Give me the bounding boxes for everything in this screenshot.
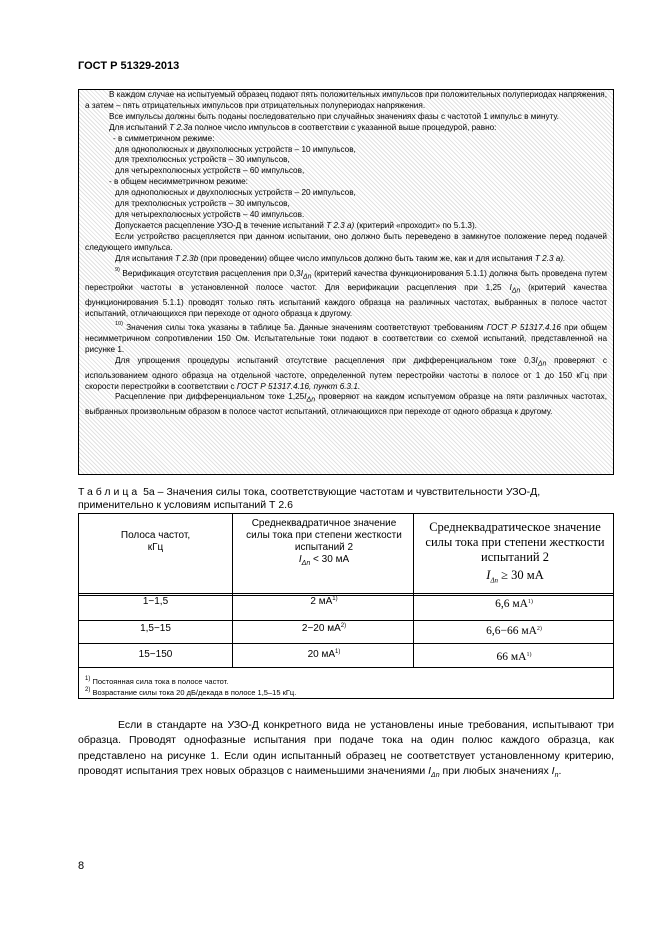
low-current-cell bbox=[239, 596, 409, 607]
document-id: ГОСТ Р 51329-2013 bbox=[78, 60, 180, 72]
band-cell: 15−150 bbox=[138, 649, 173, 660]
note-paragraph bbox=[85, 254, 607, 265]
symbol-subscript: Δn bbox=[490, 576, 499, 585]
header-text: кГц bbox=[147, 542, 164, 553]
header-current-high bbox=[416, 520, 614, 589]
symbol-subscript: n bbox=[554, 771, 559, 779]
row-divider bbox=[79, 620, 613, 621]
list-item: для однополюсных и двухполюсных устройств – 10 импульсов, bbox=[115, 144, 356, 154]
table-footnote bbox=[85, 685, 296, 698]
text: (критерий «проходит» по 5.1.3). bbox=[354, 220, 477, 230]
row-divider bbox=[79, 643, 613, 644]
text: Расцепление при дифференциальном токе 1,25 bbox=[115, 392, 305, 402]
note-paragraph bbox=[85, 221, 607, 232]
footnote-marker: 2) bbox=[85, 687, 91, 693]
note-paragraph: Если устройство расцепляется при данном испытании, оно должно быть переведено в замкнутое положение перед подачей следующего импульса. bbox=[85, 231, 607, 252]
list-item: для трехполюсных устройств – 30 импульсов, bbox=[115, 155, 290, 165]
list-item: для однополюсных и двухполюсных устройств – 20 импульсов, bbox=[115, 188, 356, 198]
note-paragraph bbox=[85, 319, 607, 356]
footnote-marker: 1) bbox=[85, 676, 91, 682]
symbol-subscript: Δn bbox=[301, 560, 311, 567]
text: (критерий качества функционирования 5.1.1) проводят только пять испытаний каждого образца на различных частотах, выбранных в полосе частот испытаний, отличающихся при переходе от одного образца к другому. bbox=[85, 283, 607, 318]
note-paragraph bbox=[85, 123, 607, 134]
current-values-table bbox=[78, 513, 614, 699]
text: Допускается расцепление УЗО-Д в течение испытаний bbox=[115, 220, 327, 230]
header-text: Среднеквадратическое значение силы тока при степени жесткости испытаний 2 bbox=[425, 520, 605, 564]
symbol: I bbox=[535, 356, 538, 366]
standard-ref: ГОСТ Р 51317.4.16, пункт 6.3.1. bbox=[236, 381, 361, 391]
symbol: I bbox=[304, 392, 307, 402]
text: < 30 мА bbox=[310, 554, 350, 565]
table-title: 5а – Значения силы тока, соответствующие частотам и чувствительности УЗО-Д, применительно к условиям испытаний Т 2.6 bbox=[78, 486, 541, 511]
header-condition bbox=[239, 554, 409, 570]
band-cell: 1−1,5 bbox=[142, 596, 169, 607]
text: Для упрощения процедуры испытаний отсутствие расцепления при дифференциальном токе 0,3 bbox=[115, 356, 536, 366]
symbol-subscript: Δn bbox=[431, 771, 440, 779]
note-paragraph: В каждом случае на испытуемый образец подают пять положительных импульсов при положительных полупериодах напряжения, а затем – пять отрицательных импульсов при отрицательных полупериодах напряжения. bbox=[85, 90, 607, 110]
symbol: I bbox=[509, 283, 512, 293]
table-label: Таблица bbox=[78, 486, 141, 498]
list-heading: - в симметричном режиме: bbox=[113, 133, 215, 143]
note-paragraph bbox=[85, 265, 607, 320]
footnote-ref: 2) bbox=[536, 626, 542, 632]
text: Значения силы тока указаны в таблице 5а. Данные значениям соответствуют требованиям bbox=[122, 323, 487, 333]
text: Если в стандарте на УЗО-Д конкретного вида не установлены иные требования, испытывают три образца. Проводят однофазные испытания при подаче тока на один полюс каждого образца, как представлено на рисунке 1. Если один испытанный образец не соответствует установленному критерию, проводят испытания трех новых образцов с наименьшими значениями bbox=[78, 719, 614, 777]
row-divider bbox=[79, 593, 613, 594]
column-divider bbox=[413, 514, 414, 667]
symbol: I bbox=[551, 764, 555, 777]
page-number: 8 bbox=[78, 860, 85, 872]
text: при общем несимметричном сопротивлении 150 Ом. Испытательные токи подают в соответствии со схемой испытаний, представленной на рисунке 1. bbox=[85, 323, 608, 355]
symbol: I bbox=[486, 568, 491, 582]
note-paragraph: Все импульсы должны быть поданы последовательно при случайных значениях фазы с частотой 1 импульс в минуту. bbox=[109, 111, 559, 121]
text: . bbox=[558, 764, 562, 777]
symbol: I bbox=[428, 764, 432, 777]
text: Верификация отсутствия расцепления при 0,3 bbox=[119, 268, 301, 278]
text: ≥ 30 мА bbox=[498, 568, 544, 582]
footnote-text: Постоянная сила тока в полосе частот. bbox=[92, 677, 229, 686]
high-current-cell bbox=[414, 625, 614, 637]
value: 66 мА bbox=[496, 651, 527, 663]
list-heading: - в общем несимметричном режиме: bbox=[109, 177, 248, 187]
paragraph bbox=[78, 718, 614, 783]
footnote-text: Возрастание силы тока 20 дБ/декада в полосе 1,5–15 кГц. bbox=[92, 688, 297, 697]
value: 2 мА bbox=[310, 596, 333, 607]
test-ref: Т 2.3а bbox=[169, 122, 193, 132]
symbol: I bbox=[300, 268, 303, 278]
note-paragraph bbox=[85, 392, 607, 417]
footnote-ref: 1) bbox=[332, 596, 338, 602]
list-item: для трехполюсных устройств – 30 импульсов, bbox=[115, 199, 290, 209]
footnote-marker: 10) bbox=[115, 321, 123, 328]
test-ref: Т 2.3 а) bbox=[326, 220, 355, 230]
low-current-cell bbox=[239, 649, 409, 660]
header-text: Среднеквадратичное значение силы тока при степени жесткости испытаний 2 bbox=[246, 518, 402, 553]
table-caption bbox=[78, 486, 614, 512]
value: 20 мА bbox=[307, 649, 336, 660]
band-cell: 1,5−15 bbox=[140, 623, 171, 634]
footnote-marker: 9) bbox=[115, 266, 120, 273]
column-divider bbox=[232, 514, 233, 667]
value: 6,6 мА bbox=[495, 598, 528, 610]
notes-text bbox=[85, 90, 607, 418]
text: проверяют на каждом испытуемом образце на пяти различных частотах, выбранных произвольным образом в полосе частот испытаний, отличающихся при переходе от одного образца к другому. bbox=[85, 392, 607, 417]
list-item: для четырехполюсных устройств – 60 импульсов, bbox=[115, 166, 305, 176]
footnote-ref: 1) bbox=[335, 649, 341, 655]
footnote-ref: 1) bbox=[526, 652, 532, 658]
footnote-ref: 2) bbox=[340, 623, 347, 629]
notes-frame bbox=[78, 89, 614, 475]
low-current-cell bbox=[239, 623, 409, 634]
test-ref: Т 2.3 а). bbox=[534, 253, 566, 263]
note-paragraph bbox=[85, 356, 607, 392]
header-text: Полоса частот, bbox=[120, 530, 191, 541]
body-paragraph bbox=[78, 718, 614, 783]
symbol-subscript: Δn bbox=[511, 287, 521, 295]
symbol-subscript: Δn bbox=[302, 273, 312, 281]
text: (при проведении) общее число импульсов должно быть таким же, как и для испытания bbox=[198, 253, 535, 263]
symbol: I bbox=[298, 554, 302, 565]
symbol-subscript: Δn bbox=[306, 397, 316, 405]
text: полное число импульсов в соответствии с указанной выше процедурой, равно: bbox=[192, 122, 497, 132]
test-ref: Т 2.3b bbox=[175, 253, 199, 263]
list-item: для четырехполюсных устройств – 40 импульсов. bbox=[115, 209, 305, 219]
high-current-cell bbox=[414, 651, 614, 663]
text: Для испытаний bbox=[109, 122, 170, 132]
header-frequency-band bbox=[79, 530, 232, 554]
header-current-low bbox=[239, 518, 409, 570]
value: 2−20 мА bbox=[301, 623, 341, 634]
text: при любых значениях bbox=[439, 764, 552, 777]
header-condition bbox=[416, 568, 614, 589]
text: проверяют с использованием одного образца на отдельной частоте, определенной путем перестройки частоты в полосе от 1 до 150 кГц при скорости перестройки в соответствии с bbox=[85, 356, 607, 391]
row-divider bbox=[79, 667, 613, 668]
symbol-subscript: Δn bbox=[537, 360, 547, 368]
text: (критерий качества функционирования 5.1.1) должна быть проведена путем перестройки частоты в установленной полосе частот. Для верификации расцепления при 1,25 bbox=[85, 268, 607, 293]
value: 6,6−66 мА bbox=[486, 625, 537, 637]
standard-ref: ГОСТ Р 51317.4.16 bbox=[486, 323, 561, 333]
high-current-cell bbox=[414, 598, 614, 610]
footnote-ref: 1) bbox=[527, 599, 533, 605]
text: Для испытания bbox=[115, 253, 176, 263]
